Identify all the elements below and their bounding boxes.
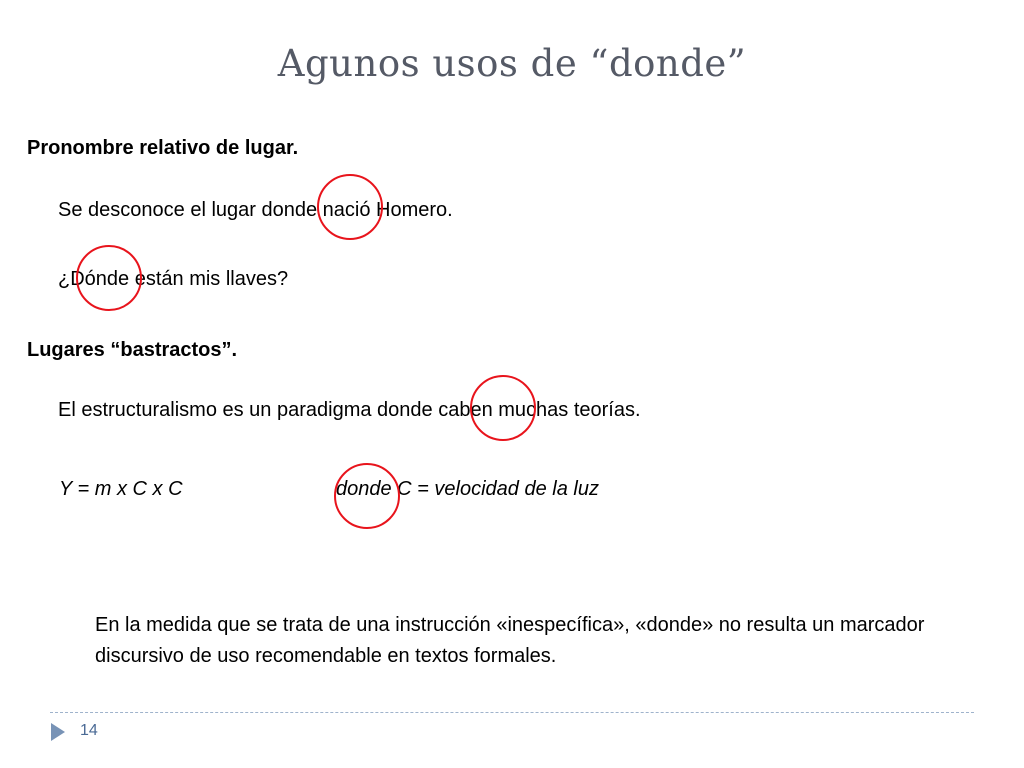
footer-divider [50,712,974,713]
section-heading-abstract: Lugares “bastractos”. [27,339,238,361]
formula-definition: donde C = velocidad de la luz [336,478,599,500]
triangle-arrow-icon [51,723,65,741]
example-sentence-estructuralismo: El estructuralismo es un paradigma donde caben muchas teorías. [58,399,641,421]
red-circle-highlight-icon [317,174,383,240]
red-circle-highlight-icon [470,375,536,441]
section-heading-pronoun: Pronombre relativo de lugar. [27,137,299,159]
example-question-llaves: ¿Dónde están mis llaves? [58,268,289,290]
page-number: 14 [80,722,98,739]
slide-title: Agunos usos de “donde” [277,42,747,85]
red-circle-highlight-icon [76,245,142,311]
formula-equation: Y = m x C x C [59,478,183,500]
usage-note: En la medida que se trata de una instrucción «inespecífica», «donde» no resulta un marcador discursivo de uso recomendable en textos formales. [95,614,925,667]
example-sentence-homero: Se desconoce el lugar donde nació Homero. [58,199,453,221]
red-circle-highlight-icon [334,463,400,529]
